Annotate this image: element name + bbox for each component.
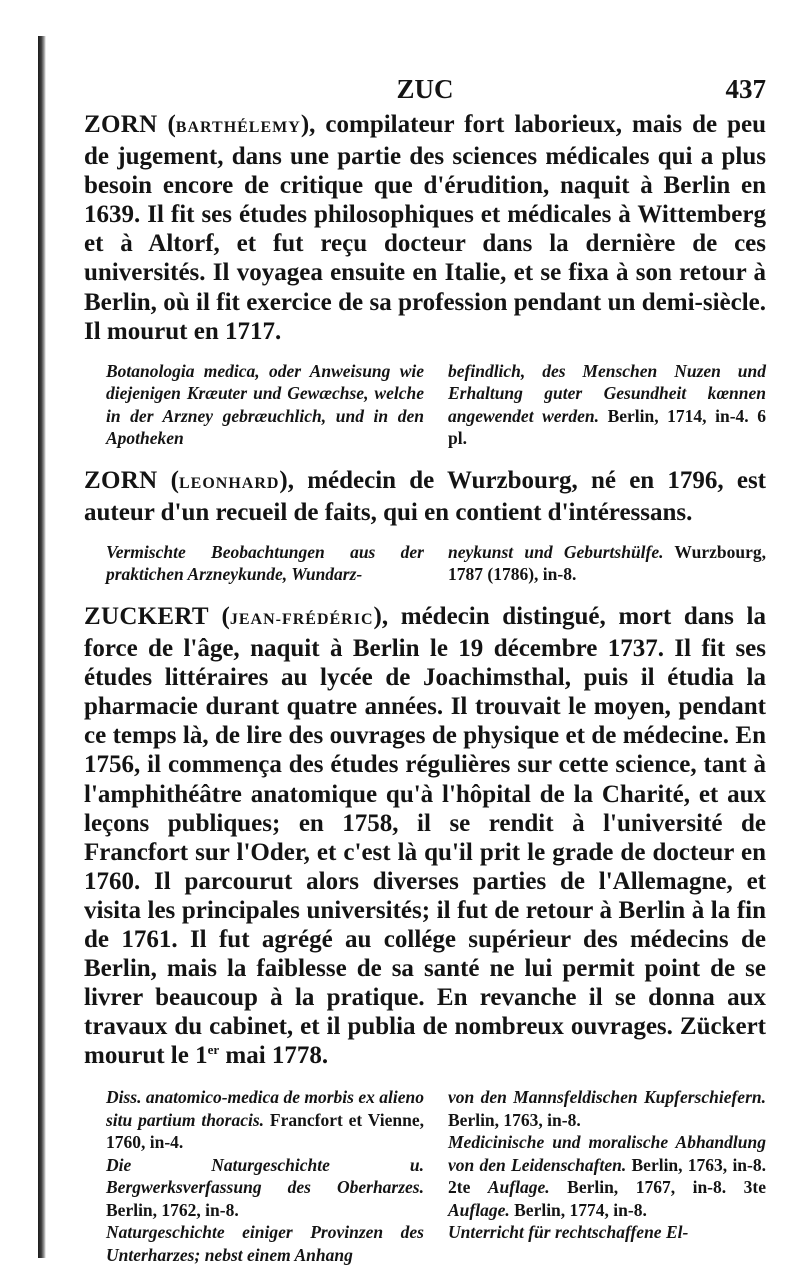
- reference-item: Die Naturgeschichte u. Bergwerksverfassung des Oberharzes. Berlin, 1762, in-8.: [106, 1154, 424, 1220]
- page-number: 437: [725, 74, 766, 104]
- header-title: ZUC: [396, 74, 454, 104]
- references-zuckert: [106, 1086, 766, 1266]
- reference-item: von den Mannsfeldischen Kupferschiefern. Berlin, 1763, in-8.: [448, 1087, 766, 1130]
- entry-body: ), médecin de Wurzbourg, né en 1796, est auteur d'un recueil de faits, qui en contient d'intéressans.: [84, 466, 766, 526]
- reference-item: Botanologia medica, oder Anweisung wie diejenigen Kræuter und Gewæchse, welche in der Arzney gebræuchlich, und in den Apotheken: [106, 360, 424, 449]
- entry-name: ZORN: [84, 466, 158, 494]
- reference-item: Diss. anatomico-medica de morbis ex alieno situ partium thoracis. Francfort et Vienne, 1760, in-4.: [106, 1087, 424, 1153]
- references-right-column: [448, 1086, 766, 1266]
- references-left-column: [106, 1086, 424, 1266]
- references-left-column: [106, 360, 424, 450]
- running-header: [84, 70, 766, 110]
- entry-body: ), médecin distingué, mort dans la force de l'âge, naquit à Berlin le 19 décembre 1737. Il fit ses études littéraires au lycée de Joachimsthal, puis il étudia la pharmacie durant quatre années. Il trouvait le moyen, pendant ce temps là, de lire des ouvrages de physique et de médecine. En 1756, il commença des études régulières sur cette science, tant à l'amphithéâtre anatomique qu'à l'hôpital de la Charité, et aux leçons publiques; en 1758, il se rendit à l'université de Francfort sur l'Oder, et c'est là qu'il prit le grade de docteur en 1760. Il parcourut alors diverses parties de l'Allemagne, et visita les principales universités; il fut de retour à Berlin à la fin de 1761. Il fut agrégé au collége supérieur des médecins de Berlin, mais la faiblesse de sa santé ne lui permit point de se livrer beaucoup à la pratique. En revanche il se donna aux travaux du cabinet, et il publia de nombreux ouvrages. Zückert mourut le 1: [84, 602, 766, 1070]
- entry-zorn-barthelemy: ZORN (BARTHÉLEMY), compilateur fort laborieux, mais de peu de jugement, dans une partie des sciences médicales qui a plus besoin encore de critique que d'érudition, naquit à Berlin en 1639. Il fit ses études philosophiques et médicales à Wittemberg et à Altorf, et fut reçu docteur dans la dernière de ces universités. Il voyagea ensuite en Italie, et se fixa à son retour à Berlin, où il fit exercice de sa profession pendant un demi-siècle. Il mourut en 1717.: [84, 111, 767, 345]
- entry-firstname: LEONHARD: [178, 474, 280, 492]
- page-binding-edge: [38, 36, 46, 1258]
- entry-zorn-leonhard: ZORN (LEONHARD), médecin de Wurzbourg, né en 1796, est auteur d'un recueil de faits, qui en contient d'intéressans.: [84, 466, 766, 526]
- reference-item: Vermischte Beobachtungen aus der praktichen Arzneykunde, Wundarz-: [106, 541, 424, 585]
- reference-item: Medicinische und moralische Abhandlung von den Leidenschaften. Berlin, 1763, in-8. 2te Auflage. Berlin, 1767, in-8. 3te Auflage. Berlin, 1774, in-8.: [448, 1132, 766, 1220]
- references-zorn-leonhard: [106, 541, 766, 586]
- entry-firstname: JEAN-FRÉDÉRIC: [229, 610, 374, 628]
- references-left-column: [106, 541, 424, 586]
- reference-item: neykunst und Geburtshülfe. Wurzbourg, 1787 (1786), in-8.: [448, 541, 766, 585]
- entry-zuckert-jean-frederic: ZUCKERT (JEAN-FRÉDÉRIC), médecin distingué, mort dans la force de l'âge, naquit à Berlin le 19 décembre 1737. Il fit ses études littéraires au lycée de Joachimsthal, puis il étudia la pharmacie durant quatre années. Il trouvait le moyen, pendant ce temps là, de lire des ouvrages de physique et de médecine. En 1756, il commença des études régulières sur cette science, tant à l'amphithéâtre anatomique qu'à l'hôpital de la Charité, et aux leçons publiques; en 1758, il se rendit à l'université de Francfort sur l'Oder, et c'est là qu'il prit le grade de docteur en 1760. Il parcourut alors diverses parties de l'Allemagne, et visita les principales universités; il fut de retour à Berlin à la fin de 1761. Il fut agrégé au collége supérieur des médecins de Berlin, mais la faiblesse de sa santé ne lui permit point de se livrer beaucoup à la pratique. En revanche il se donna aux travaux du cabinet, et il publia de nombreux ouvrages. Zückert mourut le 1er mai 1778.: [84, 602, 766, 1070]
- reference-item: Unterricht für rechtschaffene El-: [448, 1222, 689, 1243]
- book-page: [84, 70, 766, 1266]
- references-right-column: [448, 360, 766, 450]
- entry-body-end: mai 1778.: [219, 1042, 329, 1070]
- reference-item: Naturgeschichte einiger Provinzen des Unterharzes; nebst einem Anhang: [106, 1222, 424, 1265]
- entry-body: ), compilateur fort laborieux, mais de peu de jugement, dans une partie des sciences médicales qui a plus besoin encore de critique que d'érudition, naquit à Berlin en 1639. Il fit ses études philosophiques et médicales à Wittemberg et à Altorf, et fut reçu docteur dans la dernière de ces universités. Il voyagea ensuite en Italie, et se fixa à son retour à Berlin, où il fit exercice de sa profession pendant un demi-siècle. Il mourut en 1717.: [84, 111, 767, 345]
- superscript-er: er: [207, 1042, 220, 1058]
- entry-firstname: BARTHÉLEMY: [175, 119, 301, 136]
- entry-name: ZORN: [84, 111, 158, 138]
- references-right-column: [448, 541, 766, 586]
- references-zorn-barthelemy: [106, 360, 766, 450]
- entry-name: ZUCKERT: [84, 602, 209, 630]
- reference-item: befindlich, des Menschen Nuzen und Erhaltung guter Gesundheit kœnnen angewendet werden. Berlin, 1714, in-4. 6 pl.: [448, 360, 766, 449]
